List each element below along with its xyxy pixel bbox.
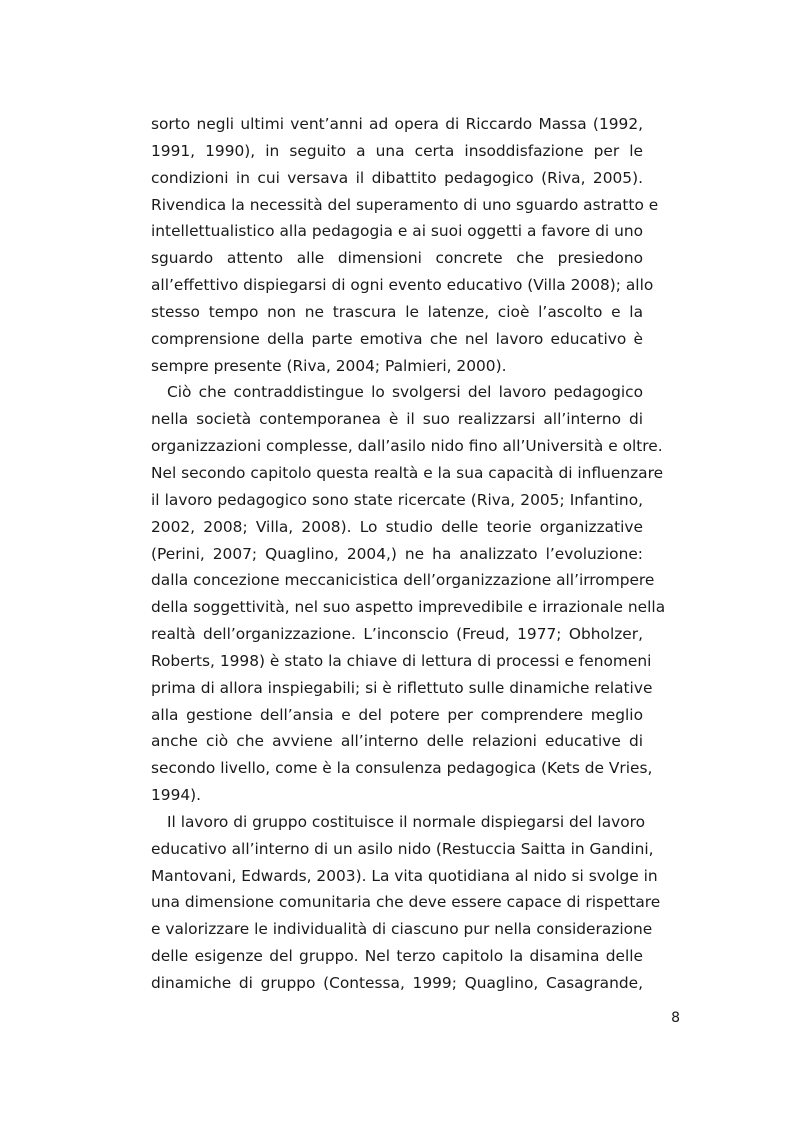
text-line: delle esigenze del gruppo. Nel terzo capitolo la disamina delle bbox=[151, 947, 643, 966]
text-line: dinamiche di gruppo (Contessa, 1999; Quaglino, Casagrande, bbox=[151, 974, 643, 992]
text-line: sorto negli ultimi vent’anni ad opera di Riccardo Massa (1992, bbox=[151, 115, 643, 133]
text-line: educativo all’interno di un asilo nido (Restuccia Saitta in Gandini, bbox=[151, 839, 654, 858]
text-line: condizioni in cui versava il dibattito pedagogico (Riva, 2005). bbox=[151, 168, 643, 187]
text-line: alla gestione dell’ansia e del potere per comprendere meglio bbox=[151, 705, 643, 724]
text-line: e valorizzare le individualità di ciascuno pur nella considerazione bbox=[151, 920, 653, 939]
text-line: dalla concezione meccanicistica dell’organizzazione all’irrompere bbox=[151, 571, 655, 590]
body-text bbox=[151, 111, 666, 997]
paragraph-first-line: Ciò che contraddistingue lo svolgersi del lavoro pedagogico bbox=[167, 383, 643, 402]
text-line: realtà dell’organizzazione. L’inconscio (Freud, 1977; Obholzer, bbox=[151, 625, 643, 644]
text-line: all’effettivo dispiegarsi di ogni evento educativo (Villa 2008); allo bbox=[151, 276, 654, 295]
text-line: nella società contemporanea è il suo realizzarsi all’interno di bbox=[151, 410, 643, 429]
text-line: (Perini, 2007; Quaglino, 2004,) ne ha analizzato l’evoluzione: bbox=[151, 544, 643, 563]
text-line: 1991, 1990), in seguito a una certa insoddisfazione per le bbox=[151, 141, 643, 160]
text-line: 1994). bbox=[151, 786, 202, 805]
text-line: anche ciò che avviene all’interno delle relazioni educative di bbox=[151, 732, 643, 751]
text-line: Rivendica la necessità del superamento di uno sguardo astratto e bbox=[151, 195, 659, 214]
text-line: della soggettività, nel suo aspetto imprevedibile e irrazionale nella bbox=[151, 598, 666, 617]
text-line: secondo livello, come è la consulenza pedagogica (Kets de Vries, bbox=[151, 759, 653, 778]
text-line: sempre presente (Riva, 2004; Palmieri, 2000). bbox=[151, 356, 507, 375]
text-line: prima di allora inspiegabili; si è riflettuto sulle dinamiche relative bbox=[151, 678, 653, 697]
text-line: Nel secondo capitolo questa realtà e la sua capacità di influenzare bbox=[151, 463, 664, 482]
paragraph-first-line: Il lavoro di gruppo costituisce il normale dispiegarsi del lavoro bbox=[167, 812, 646, 831]
text-line: stesso tempo non ne trascura le latenze, cioè l’ascolto e la bbox=[151, 302, 643, 321]
page-number: 8 bbox=[671, 1010, 680, 1026]
text-line: comprensione della parte emotiva che nel lavoro educativo è bbox=[151, 329, 643, 348]
text-line: 2002, 2008; Villa, 2008). Lo studio delle teorie organizzative bbox=[151, 517, 643, 536]
text-line: una dimensione comunitaria che deve essere capace di rispettare bbox=[151, 893, 661, 912]
text-line: intellettualistico alla pedagogia e ai suoi oggetti a favore di uno bbox=[151, 222, 643, 241]
text-line: il lavoro pedagogico sono state ricercate (Riva, 2005; Infantino, bbox=[151, 490, 643, 509]
text-line: Roberts, 1998) è stato la chiave di lettura di processi e fenomeni bbox=[151, 651, 652, 670]
text-line: Mantovani, Edwards, 2003). La vita quotidiana al nido si svolge in bbox=[151, 866, 658, 885]
text-line: organizzazioni complesse, dall’asilo nido fino all’Università e oltre. bbox=[151, 437, 663, 456]
text-line: sguardo attento alle dimensioni concrete che presiedono bbox=[151, 249, 643, 268]
